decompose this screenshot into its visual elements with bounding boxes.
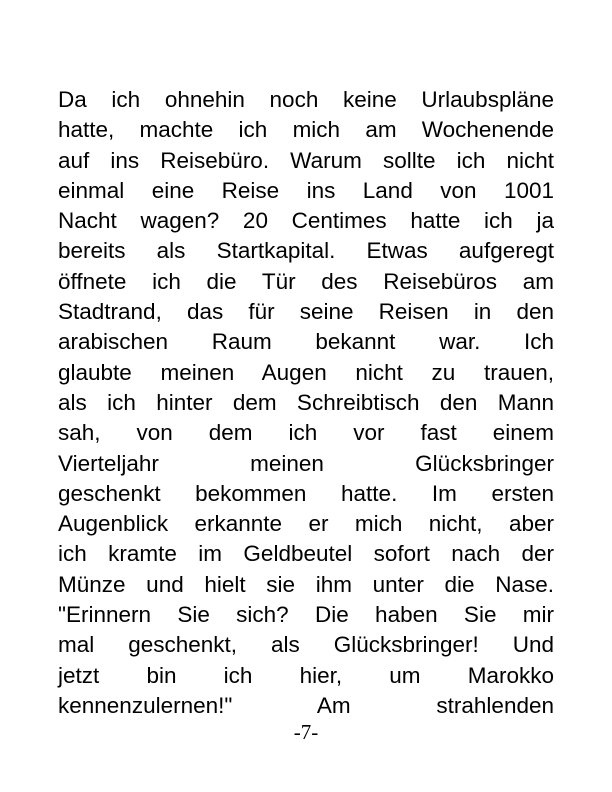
text-line: ich kramte im Geldbeutel sofort nach der	[58, 541, 554, 567]
text-line: Vierteljahr meinen Glücksbringer	[58, 450, 554, 476]
page-number: -7-	[293, 720, 319, 744]
text-line: sah, von dem ich vor fast einem	[58, 420, 554, 446]
text-line: bereits als Startkapital. Etwas aufgeregt	[58, 238, 554, 264]
body-text	[58, 85, 554, 721]
text-line: Da ich ohnehin noch keine Urlaubspläne	[58, 87, 554, 112]
text-line: Nacht wagen? 20 Centimes hatte ich ja	[58, 208, 554, 234]
text-line: geschenkt bekommen hatte. Im ersten	[58, 480, 554, 506]
text-line: kennenzulernen!" Am strahlenden	[58, 692, 554, 718]
text-line: Münze und hielt sie ihm unter die Nase.	[58, 571, 554, 597]
text-line: Augenblick erkannte er mich nicht, aber	[58, 511, 554, 537]
text-line: mal geschenkt, als Glücksbringer! Und	[58, 632, 554, 658]
text-line: arabischen Raum bekannt war. Ich	[58, 329, 554, 355]
text-line: als ich hinter dem Schreibtisch den Mann	[58, 389, 554, 415]
text-line: Stadtrand, das für seine Reisen in den	[58, 299, 554, 325]
text-line: glaubte meinen Augen nicht zu trauen,	[58, 359, 554, 385]
text-line: auf ins Reisebüro. Warum sollte ich nicht	[58, 147, 554, 173]
text-line: hatte, machte ich mich am Wochenende	[58, 117, 554, 143]
text-line: jetzt bin ich hier, um Marokko	[58, 662, 554, 688]
text-line: "Erinnern Sie sich? Die haben Sie mir	[58, 602, 554, 628]
text-line: öffnete ich die Tür des Reisebüros am	[58, 268, 554, 294]
text-line: einmal eine Reise ins Land von 1001	[58, 177, 554, 203]
